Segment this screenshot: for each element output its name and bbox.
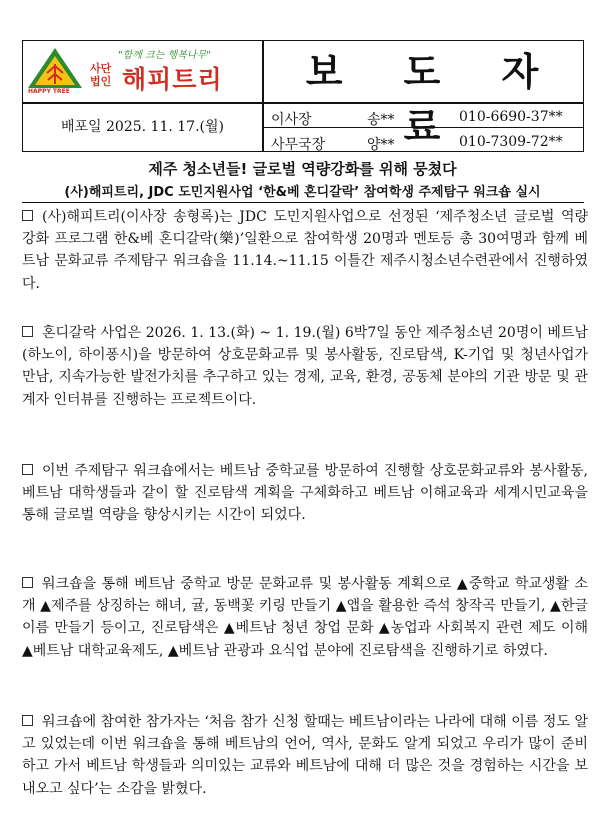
body-paragraph <box>22 322 588 411</box>
subheadline: (사)해피트리, JDC 도민지원사업 ‘한&베 혼디갈락’ 참여학생 주제탐구 워크숍 실시 <box>64 185 541 200</box>
contact-name: 송** <box>367 112 395 128</box>
paragraph-text: 워크숍에 참여한 참가자는 ‘처음 참가 신청 할때는 베트남이라는 나라에 대해 이름 정도 알고 있었는데 이번 워크숍을 통해 베트남의 언어, 역사, 문화도 알게 되었고 우리가 많이 준비하고 가서 베트남 학생들과 의미있는 교류와 베트남에 대해 더 많은 것을 경험하는 시간을 보내오고 싶다’는 소감을 밝혔다. <box>22 714 588 797</box>
checkbox-bullet-icon <box>22 577 33 588</box>
headline: 제주 청소년들! 글로벌 역량강화를 위해 뭉쳤다 <box>148 160 457 178</box>
body-paragraph <box>22 460 588 527</box>
contact-name: 양** <box>367 137 395 153</box>
checkbox-bullet-icon <box>22 210 33 221</box>
contact-role: 사무국장 <box>271 137 326 153</box>
paragraph-text: (사)해피트리(이사장 송형록)는 JDC 도민지원사업으로 선정된 ‘제주청소년 글로벌 역량 강화 프로그램 한&베 혼디갈락(樂)’일환으로 참여학생 20명과 멘토등 총 30여명과 함께 베트남 문화교류 주제탐구 워크숍을 11.14.~11.15 이틀간 제주시청소년수련관에서 진행하였다. <box>22 209 588 292</box>
release-date: 배포일 2025. 11. 17.(월) <box>61 119 224 135</box>
contact-phone: 010-6690-37** <box>459 109 563 125</box>
body-paragraph <box>22 206 588 295</box>
contact-role: 이사장 <box>271 112 312 128</box>
document-type-title: 보 도 자 료 <box>305 50 563 149</box>
checkbox-bullet-icon <box>22 464 33 475</box>
org-logo <box>26 44 258 100</box>
header-divider <box>262 41 264 151</box>
logo-slogan: "함께 크는 행복나무" <box>118 50 211 61</box>
body-paragraph <box>22 573 588 662</box>
paragraph-text: 이번 주제탐구 워크숍에서는 베트남 중학교를 방문하여 진행할 상호문화교류와 봉사활동, 베트남 대학생들과 같이 할 진로탐색 계획을 구체화하고 베트남 이해교육과 세계시민교육을 통해 글로벌 역량을 향상시키는 시간이 되었다. <box>22 463 588 524</box>
body-paragraph <box>22 711 588 800</box>
headline-rule <box>22 202 584 203</box>
paragraph-text: 워크숍을 통해 베트남 중학교 방문 문화교류 및 봉사활동 계획으로 ▲중학교 학교생활 소개 ▲제주를 상징하는 해녀, 귤, 동백꽃 키링 만들기 ▲앱을 활용한 즉석 창작곡 만들기, ▲한글 이름 만들기 등이고, 진로탐색은 ▲베트남 청년 창업 문화 ▲농업과 사회복지 관련 제도 이해 ▲베트남 대학교육제도, ▲베트남 관광과 요식업 분야에 진로탐색을 진행하기로 하였다. <box>22 576 588 659</box>
org-name: 해피트리 <box>122 65 223 94</box>
header-table <box>22 40 584 152</box>
contact-phone: 010-7309-72** <box>459 134 563 150</box>
checkbox-bullet-icon <box>22 326 33 337</box>
paragraph-text: 혼디갈락 사업은 2026. 1. 13.(화) ~ 1. 19.(월) 6박7일 동안 제주청소년 20명이 베트남(하노이, 하이퐁시)을 방문하여 상호문화교류 및 봉사활동, 진로탐색, K-기업 및 청년사업가 만남, 지속가능한 발전가치를 추구하고 있는 경제, 교육, 환경, 공동체 분야의 기관 방문 및 관계자 인터뷰를 진행하는 프로젝트이다. <box>22 325 588 408</box>
checkbox-bullet-icon <box>22 715 33 726</box>
corp-type-label: 사단 법인 <box>90 62 112 88</box>
logo-english-name: HAPPY TREE <box>28 88 70 95</box>
